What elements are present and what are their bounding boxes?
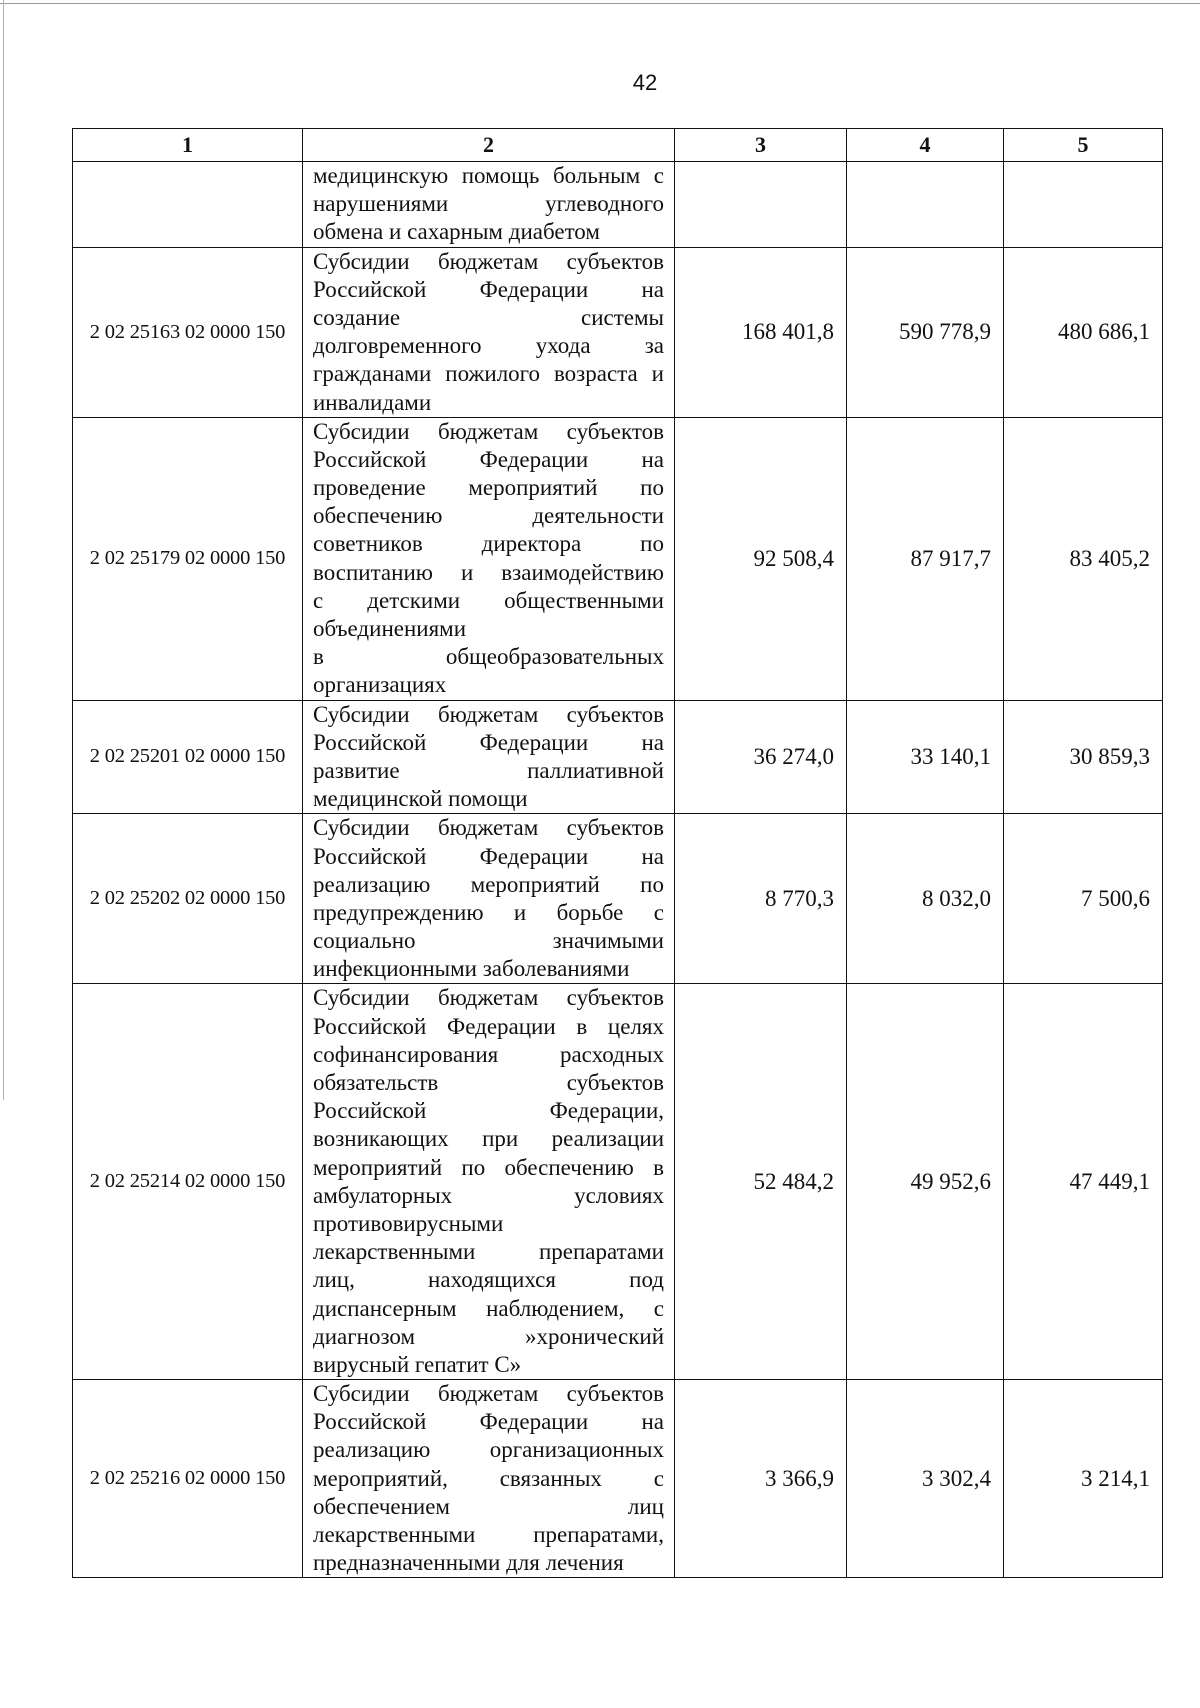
amount-column-3-cell: 52 484,2: [675, 984, 847, 1380]
description-line: обязательств субъектов: [313, 1070, 664, 1095]
amount-column-5-cell: [1004, 162, 1163, 248]
amount-column-3-cell: 36 274,0: [675, 700, 847, 814]
amount-column-4-cell: 87 917,7: [847, 417, 1004, 700]
amount-column-3-cell: 92 508,4: [675, 417, 847, 700]
description-line: обеспечению деятельности: [313, 503, 664, 529]
amount-column-5-cell: 3 214,1: [1004, 1380, 1163, 1578]
description-cell: [303, 984, 675, 1380]
description-line: инвалидами: [313, 389, 432, 415]
description-line: в общеобразовательных: [313, 644, 664, 670]
budget-code-cell: 2 02 25179 02 0000 150: [73, 417, 303, 700]
description-line: лиц, находящихся под: [313, 1267, 664, 1293]
table-header-row: [73, 129, 1163, 162]
budget-code-cell: 2 02 25163 02 0000 150: [73, 247, 303, 417]
description-line: реализацию организационных: [313, 1437, 664, 1463]
description-line: предназначенными для лечения: [313, 1550, 624, 1576]
amount-column-5-cell: 480 686,1: [1004, 247, 1163, 417]
description-line: мероприятий по обеспечению в: [313, 1154, 664, 1180]
scan-top-edge: [0, 3, 1200, 4]
table-body: [73, 162, 1163, 1578]
table-row: [73, 417, 1163, 700]
description-line: софинансирования расходных: [313, 1041, 664, 1067]
table-row: [73, 984, 1163, 1380]
description-line: Субсидии бюджетам субъектов: [313, 1381, 664, 1407]
description-cell: [303, 700, 675, 814]
description-cell: [303, 162, 675, 248]
amount-column-5-cell: 7 500,6: [1004, 814, 1163, 984]
description-line: диагнозом »хронический: [313, 1323, 664, 1349]
description-line: противовирусными: [313, 1210, 504, 1236]
table-row: [73, 247, 1163, 417]
budget-table: [72, 128, 1163, 1578]
description-line: Российской Федерации в целях: [313, 1013, 664, 1039]
column-header-2: 2: [303, 129, 675, 162]
description-line: нарушениями углеводного: [313, 191, 664, 217]
page-number: 42: [632, 70, 658, 95]
amount-column-4-cell: [847, 162, 1004, 248]
description-line: Российской Федерации,: [313, 1098, 664, 1124]
description-line: Субсидии бюджетам субъектов: [313, 815, 664, 841]
amount-column-3-cell: [675, 162, 847, 248]
amount-column-4-cell: 590 778,9: [847, 247, 1004, 417]
description-line: создание системы: [313, 304, 664, 330]
amount-column-3-cell: 168 401,8: [675, 247, 847, 417]
table-row: [73, 814, 1163, 984]
description-line: Субсидии бюджетам субъектов: [313, 701, 664, 727]
description-line: обмена и сахарным диабетом: [313, 219, 600, 245]
budget-code-cell: 2 02 25216 02 0000 150: [73, 1380, 303, 1578]
description-line: возникающих при реализации: [313, 1126, 664, 1152]
budget-code-cell: 2 02 25214 02 0000 150: [73, 984, 303, 1380]
description-line: организациях: [313, 672, 447, 698]
description-line: воспитанию и взаимодействию: [313, 559, 664, 585]
amount-column-5-cell: 47 449,1: [1004, 984, 1163, 1380]
description-cell: [303, 814, 675, 984]
description-cell: [303, 417, 675, 700]
description-line: долговременного ухода за: [313, 333, 664, 359]
budget-code-cell: 2 02 25201 02 0000 150: [73, 700, 303, 814]
amount-column-5-cell: 83 405,2: [1004, 417, 1163, 700]
description-cell: [303, 1380, 675, 1578]
description-line: социально значимыми: [313, 928, 664, 954]
description-line: Российской Федерации на: [313, 446, 664, 472]
description-line: с детскими общественными: [313, 587, 664, 613]
description-line: медицинскую помощь больным с: [313, 163, 664, 188]
description-line: предупреждению и борьбе с: [313, 899, 664, 925]
description-line: вирусный гепатит С»: [313, 1351, 522, 1377]
table-row: [73, 1380, 1163, 1578]
description-line: инфекционными заболеваниями: [313, 956, 630, 982]
description-line: обеспечением лиц: [313, 1493, 664, 1519]
description-line: лекарственными препаратами,: [313, 1522, 664, 1547]
description-line: проведение мероприятий по: [313, 475, 664, 501]
description-line: лекарственными препаратами: [313, 1239, 664, 1265]
amount-column-5-cell: 30 859,3: [1004, 700, 1163, 814]
column-header-5: 5: [1004, 129, 1163, 162]
description-line: Российской Федерации на: [313, 1409, 664, 1435]
description-line: Субсидии бюджетам субъектов: [313, 248, 664, 274]
budget-code-cell: [73, 162, 303, 248]
amount-column-4-cell: 33 140,1: [847, 700, 1004, 814]
column-header-4: 4: [847, 129, 1004, 162]
description-line: амбулаторных условиях: [313, 1182, 664, 1208]
amount-column-4-cell: 3 302,4: [847, 1380, 1004, 1578]
table-row: [73, 700, 1163, 814]
description-line: гражданами пожилого возраста и: [313, 361, 664, 387]
description-line: советников директора по: [313, 531, 664, 557]
amount-column-3-cell: 8 770,3: [675, 814, 847, 984]
budget-code-cell: 2 02 25202 02 0000 150: [73, 814, 303, 984]
description-line: Субсидии бюджетам субъектов: [313, 418, 664, 444]
description-line: Субсидии бюджетам субъектов: [313, 985, 664, 1011]
column-header-3: 3: [675, 129, 847, 162]
description-line: Российской Федерации на: [313, 276, 664, 302]
description-line: мероприятий, связанных с: [313, 1465, 664, 1491]
description-line: медицинской помощи: [313, 786, 528, 812]
table-row: [73, 162, 1163, 248]
description-line: Российской Федерации на: [313, 729, 664, 755]
description-line: развитие паллиативной: [313, 757, 664, 783]
amount-column-4-cell: 49 952,6: [847, 984, 1004, 1380]
description-cell: [303, 247, 675, 417]
scan-left-edge: [3, 0, 4, 1100]
description-line: объединениями: [313, 616, 467, 641]
description-line: диспансерным наблюдением, с: [313, 1295, 664, 1321]
description-line: Российской Федерации на: [313, 843, 664, 869]
amount-column-3-cell: 3 366,9: [675, 1380, 847, 1578]
description-line: реализацию мероприятий по: [313, 871, 664, 897]
column-header-1: 1: [73, 129, 303, 162]
amount-column-4-cell: 8 032,0: [847, 814, 1004, 984]
